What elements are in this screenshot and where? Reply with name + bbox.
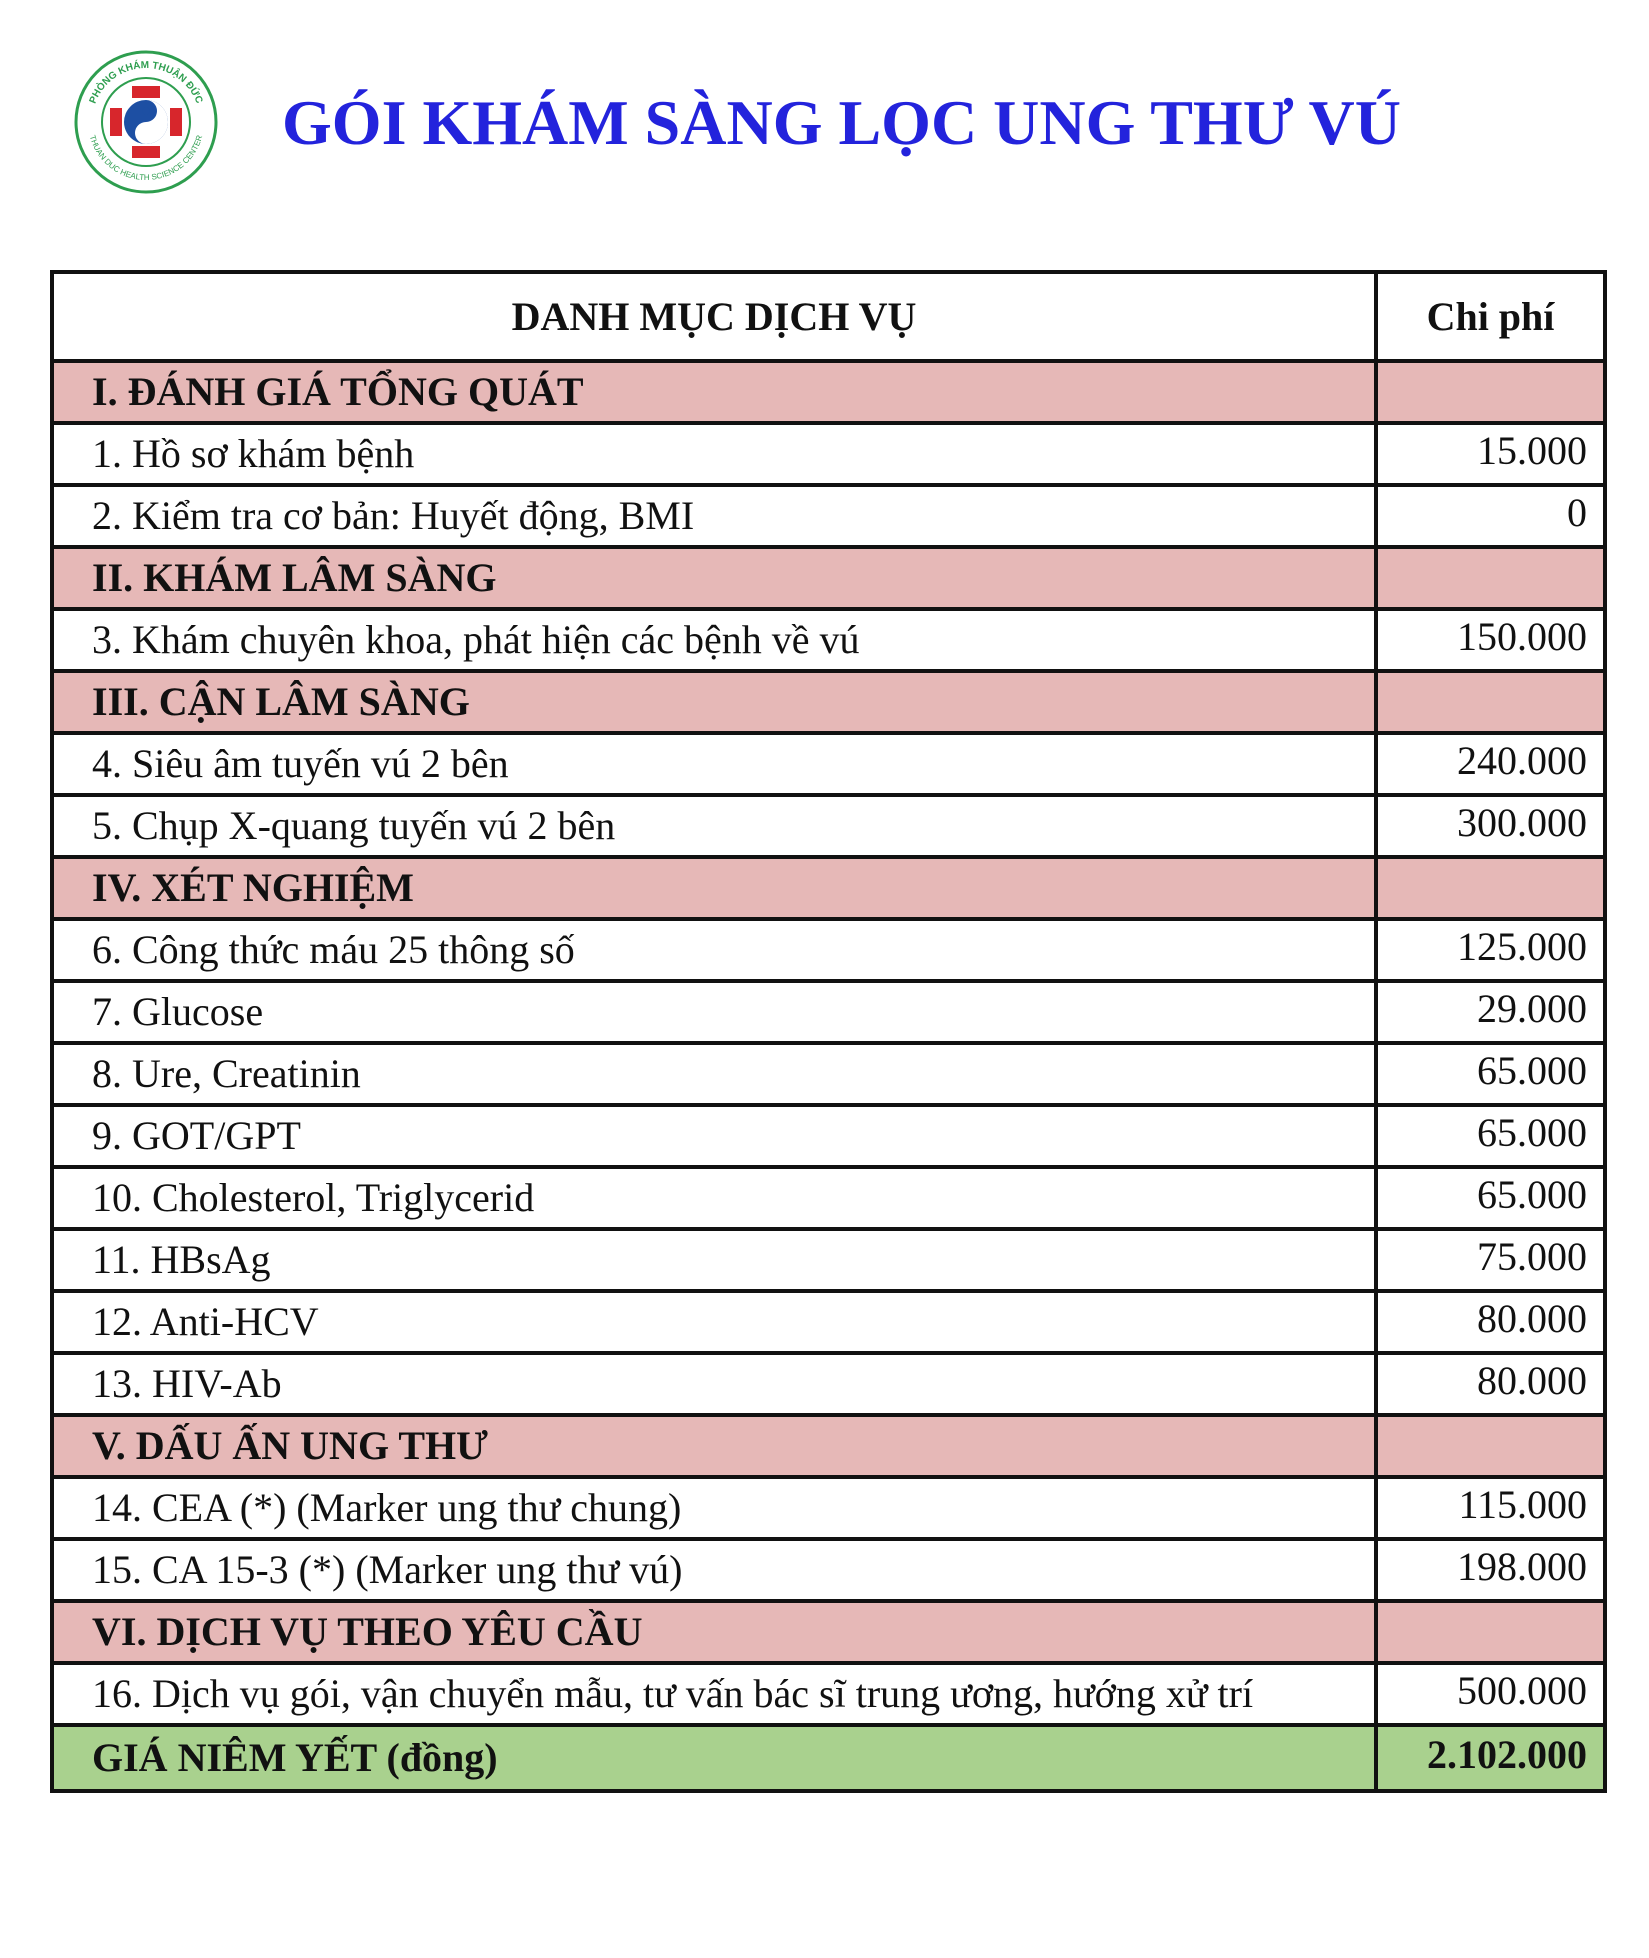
table-row (52, 1167, 1605, 1229)
service-name: 13. HIV-Ab (52, 1353, 1376, 1415)
service-cost: 500.000 (1376, 1663, 1605, 1725)
section-title: II. KHÁM LÂM SÀNG (52, 547, 1376, 609)
table-row (52, 1477, 1605, 1539)
section-row (52, 1415, 1605, 1477)
page-header (0, 0, 1649, 250)
service-name: 3. Khám chuyên khoa, phát hiện các bệnh về vú (52, 609, 1376, 671)
table-row (52, 795, 1605, 857)
table-body (52, 361, 1605, 1791)
service-cost: 29.000 (1376, 981, 1605, 1043)
service-name: 10. Cholesterol, Triglycerid (52, 1167, 1376, 1229)
column-header-cost: Chi phí (1376, 272, 1605, 361)
service-cost: 80.000 (1376, 1353, 1605, 1415)
service-name: 5. Chụp X-quang tuyến vú 2 bên (52, 795, 1376, 857)
section-title: VI. DỊCH VỤ THEO YÊU CẦU (52, 1601, 1376, 1663)
table-row (52, 1539, 1605, 1601)
service-cost: 65.000 (1376, 1105, 1605, 1167)
service-name: 4. Siêu âm tuyến vú 2 bên (52, 733, 1376, 795)
service-cost: 65.000 (1376, 1043, 1605, 1105)
service-cost: 65.000 (1376, 1167, 1605, 1229)
table-row (52, 609, 1605, 671)
service-name: 16. Dịch vụ gói, vận chuyển mẫu, tư vấn bác sĩ trung ương, hướng xử trí (52, 1663, 1376, 1725)
service-name: 9. GOT/GPT (52, 1105, 1376, 1167)
logo-ring-text-top: PHÒNG KHÁM THUẬN ĐỨC (87, 59, 205, 106)
total-row (52, 1725, 1605, 1791)
service-name: 6. Công thức máu 25 thông số (52, 919, 1376, 981)
service-name: 11. HBsAg (52, 1229, 1376, 1291)
service-cost: 75.000 (1376, 1229, 1605, 1291)
section-title: V. DẤU ẤN UNG THƯ (52, 1415, 1376, 1477)
service-cost (1376, 671, 1605, 733)
table-row (52, 423, 1605, 485)
table-row (52, 1663, 1605, 1725)
service-cost (1376, 361, 1605, 423)
section-title: I. ĐÁNH GIÁ TỔNG QUÁT (52, 361, 1376, 423)
service-cost: 240.000 (1376, 733, 1605, 795)
service-name: 7. Glucose (52, 981, 1376, 1043)
service-cost: 300.000 (1376, 795, 1605, 857)
table-row (52, 1229, 1605, 1291)
table-row (52, 981, 1605, 1043)
table-row (52, 485, 1605, 547)
service-cost (1376, 1601, 1605, 1663)
table-row (52, 733, 1605, 795)
clinic-logo-icon (72, 48, 220, 196)
section-row (52, 361, 1605, 423)
service-name: 15. CA 15-3 (*) (Marker ung thư vú) (52, 1539, 1376, 1601)
service-cost: 125.000 (1376, 919, 1605, 981)
section-row (52, 857, 1605, 919)
section-title: III. CẬN LÂM SÀNG (52, 671, 1376, 733)
service-price-table (50, 270, 1603, 1793)
table-row (52, 1353, 1605, 1415)
logo-ring-text-bottom: THUAN DUC HEALTH SCIENCE CENTER (87, 134, 205, 183)
service-cost (1376, 857, 1605, 919)
table-row (52, 1043, 1605, 1105)
table-row (52, 919, 1605, 981)
price-table (50, 270, 1607, 1793)
section-title: IV. XÉT NGHIỆM (52, 857, 1376, 919)
table-row (52, 1291, 1605, 1353)
service-name: 14. CEA (*) (Marker ung thư chung) (52, 1477, 1376, 1539)
service-cost: 115.000 (1376, 1477, 1605, 1539)
section-row (52, 547, 1605, 609)
service-cost: 150.000 (1376, 609, 1605, 671)
service-cost: 0 (1376, 485, 1605, 547)
column-header-service: DANH MỤC DỊCH VỤ (52, 272, 1376, 361)
service-name: 2. Kiểm tra cơ bản: Huyết động, BMI (52, 485, 1376, 547)
service-name: 12. Anti-HCV (52, 1291, 1376, 1353)
service-name: 8. Ure, Creatinin (52, 1043, 1376, 1105)
service-cost: 198.000 (1376, 1539, 1605, 1601)
section-row (52, 671, 1605, 733)
table-header-row (52, 272, 1605, 361)
section-row (52, 1601, 1605, 1663)
page-title: GÓI KHÁM SÀNG LỌC UNG THƯ VÚ (282, 87, 1401, 158)
total-label: GIÁ NIÊM YẾT (đồng) (52, 1725, 1376, 1791)
service-name: 1. Hồ sơ khám bệnh (52, 423, 1376, 485)
service-cost: 80.000 (1376, 1291, 1605, 1353)
service-cost (1376, 547, 1605, 609)
table-row (52, 1105, 1605, 1167)
service-cost: 15.000 (1376, 423, 1605, 485)
service-cost (1376, 1415, 1605, 1477)
total-cost: 2.102.000 (1376, 1725, 1605, 1791)
